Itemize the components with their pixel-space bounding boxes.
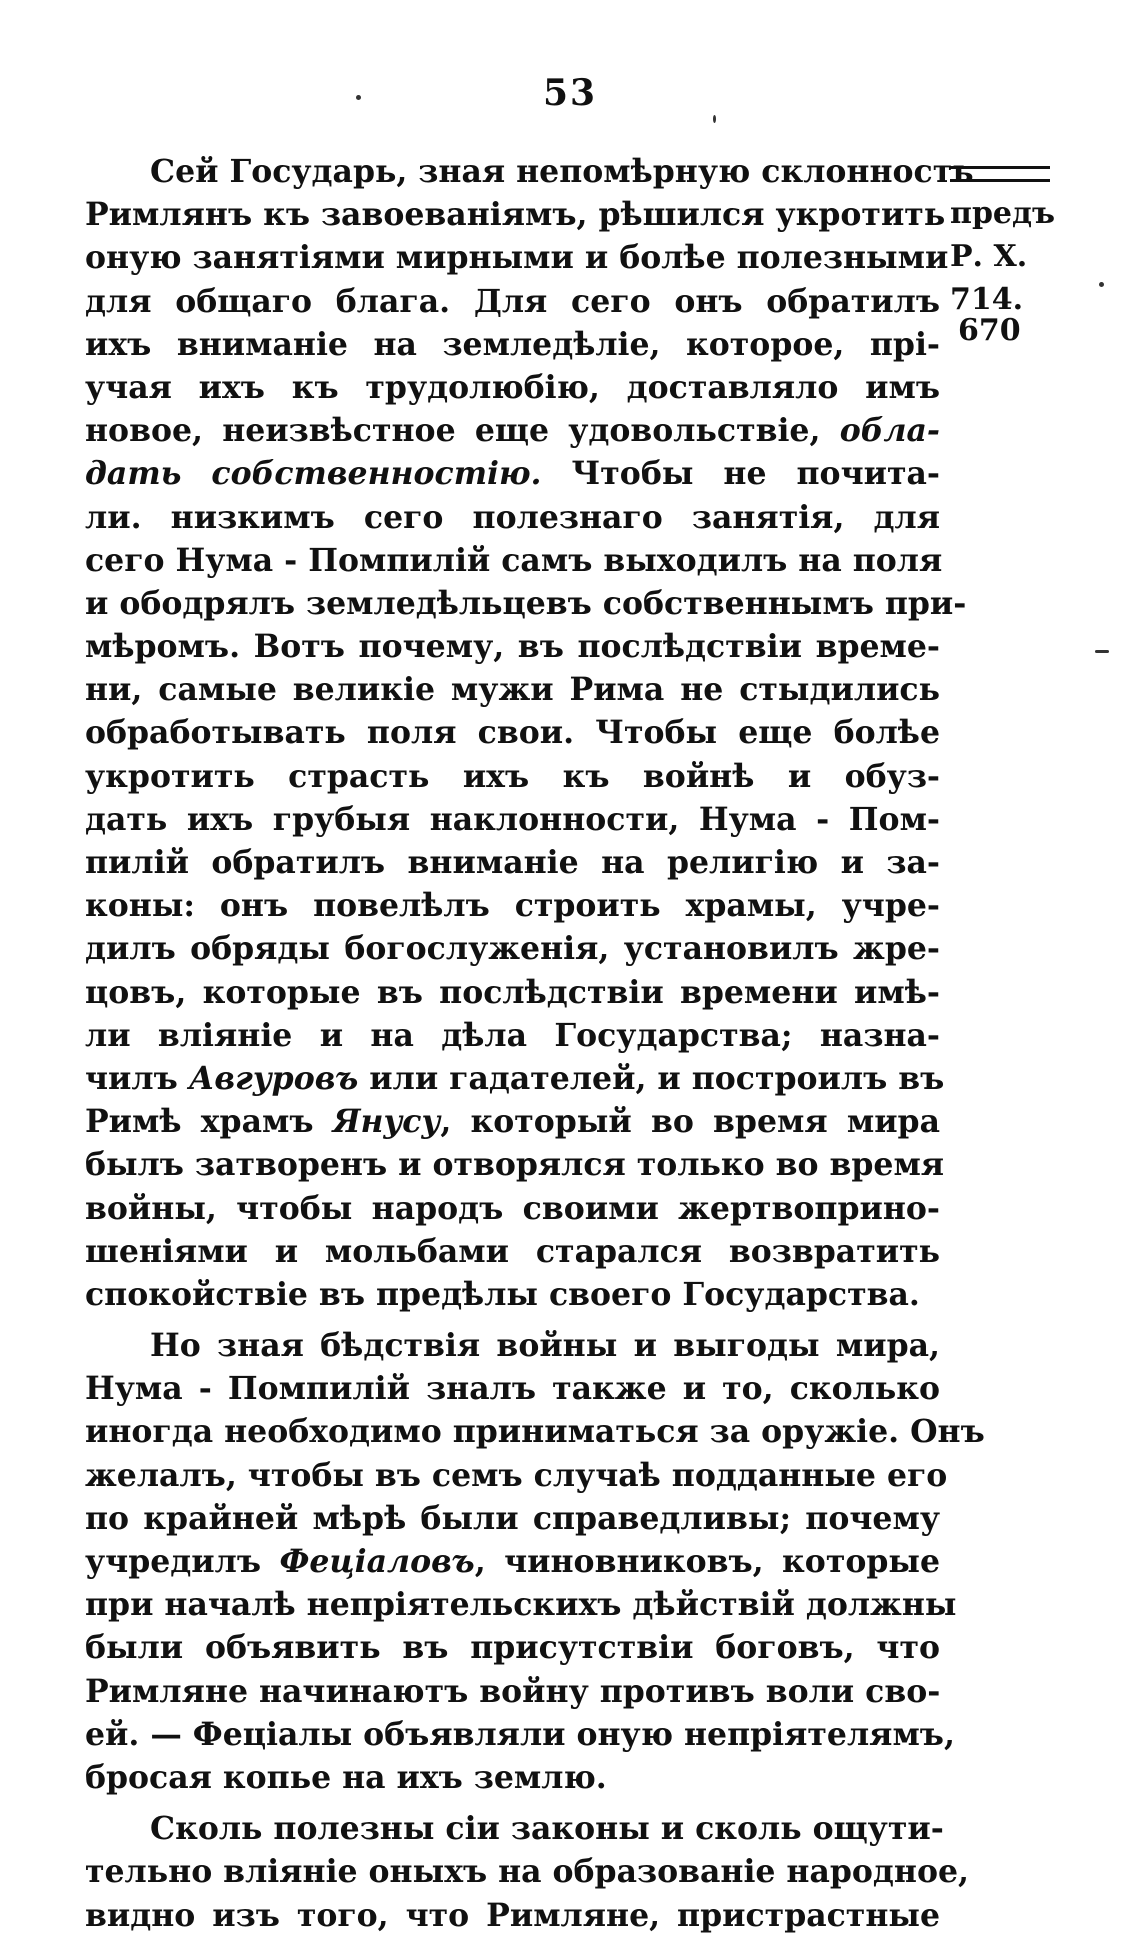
text-line: учая ихъ къ трудолюбію, доставляло имъ <box>85 368 940 406</box>
text-line: Римлянъ къ завоеваніямъ, рѣшился укротить <box>85 196 946 234</box>
scan-speck <box>356 95 361 100</box>
text-line <box>85 1057 945 1100</box>
italic-term: обла- <box>839 412 940 450</box>
text-segment: чилъ <box>85 1059 189 1097</box>
text-line: видно изъ того, что Римляне, пристрастные <box>85 1896 940 1934</box>
text-line: Римляне начинаютъ войну противъ воли сво- <box>85 1672 941 1710</box>
text-line <box>85 409 940 452</box>
text-segment: новое, неизвѣстное еще удовольствіе, <box>85 412 821 450</box>
text-line: войны, чтобы народъ своими жертвоприно- <box>85 1189 940 1227</box>
text-line: ни, самые великіе мужи Рима не стыдились <box>85 671 940 709</box>
scan-speck <box>713 115 716 123</box>
margin-date-note <box>950 150 1060 352</box>
text-line: дилъ обряды богослуженія, установилъ жре- <box>85 930 940 968</box>
text-segment: , чиновниковъ, которые <box>474 1543 940 1580</box>
text-line: ли вліяніе и на дѣла Государства; назна- <box>85 1016 940 1054</box>
text-line: ли. низкимъ сего полезнаго занятія, для <box>85 498 940 536</box>
text-line: коны: онъ повелѣлъ строить храмы, учре- <box>85 887 940 925</box>
text-line: былъ затворенъ и отворялся только во время <box>85 1146 945 1184</box>
page-number: 53 <box>542 72 598 114</box>
text-line: спокойствіе въ предѣлы своего Государства. <box>85 1275 920 1313</box>
text-line: Сей Государь, зная непомѣрную склонность <box>150 153 974 190</box>
text-line: укротить страсть ихъ къ войнѣ и обуз- <box>85 757 940 795</box>
text-line: по крайней мѣрѣ были справедливы; почему <box>85 1499 940 1537</box>
italic-term-janus: Янусу <box>332 1103 441 1141</box>
text-segment: Римѣ храмъ <box>85 1103 333 1141</box>
margin-double-rule <box>950 166 1050 182</box>
text-line: ихъ вниманіе на земледѣліе, которое, прі- <box>85 325 940 363</box>
text-segment: учредилъ <box>85 1543 280 1580</box>
text-segment: , который во время мира <box>440 1103 940 1141</box>
text-line: Но зная бѣдствія войны и выгоды мира, <box>150 1327 940 1365</box>
scan-speck <box>1099 282 1104 287</box>
text-line: были объявить въ присутствіи боговъ, что <box>85 1629 940 1667</box>
text-line: и ободрялъ земледѣльцевъ собственнымъ при- <box>85 584 967 622</box>
text-line: сего Нума - Помпилій самъ выходилъ на поля <box>85 541 943 579</box>
text-line: оную занятіями мирными и болѣе полезными <box>85 239 949 277</box>
text-body <box>85 150 985 1937</box>
text-line: бросая копье на ихъ землю. <box>85 1758 607 1796</box>
text-line <box>85 452 940 495</box>
italic-term-fecials: Феціаловъ <box>279 1543 475 1580</box>
italic-term-augurs: Авгуровъ <box>188 1059 359 1097</box>
text-line: ей. — Феціалы объявляли оную непріятелямъ, <box>85 1715 955 1753</box>
text-line: иногда необходимо приниматься за оружіе. Онъ <box>85 1413 985 1451</box>
text-line: шеніями и мольбами старался возвратить <box>85 1232 940 1270</box>
text-line: при началѣ непріятельскихъ дѣйствій должны <box>85 1586 957 1624</box>
text-line: желалъ, чтобы въ семъ случаѣ подданные его <box>85 1456 948 1494</box>
text-line: цовъ, которые въ послѣдствіи времени имѣ- <box>85 973 940 1011</box>
text-line: мѣромъ. Вотъ почему, въ послѣдствіи време- <box>85 628 940 666</box>
margin-year: 714. <box>950 282 1024 317</box>
scan-speck <box>1095 650 1109 653</box>
text-line: Нума - Помпилій зналъ также и то, сколько <box>85 1370 940 1408</box>
text-line: пилій обратилъ вниманіе на религію и за- <box>85 844 940 881</box>
italic-term: дать собственностію. <box>85 455 542 493</box>
text-line: Сколь полезны сіи законы и сколь ощути- <box>150 1810 944 1848</box>
margin-line: предъ <box>950 196 1056 231</box>
margin-line: Р. Х. <box>950 239 1028 274</box>
text-segment: или гадателей, и построилъ въ <box>358 1059 945 1097</box>
text-segment: Чтобы не почита- <box>541 455 940 493</box>
text-line: дать ихъ грубыя наклонности, Нума - Пом- <box>85 800 940 838</box>
text-line: для общаго блага. Для сего онъ обратилъ <box>85 282 940 320</box>
margin-year: 670 <box>958 313 1021 348</box>
text-line: обработывать поля свои. Чтобы еще болѣе <box>85 714 940 752</box>
text-line <box>85 1540 940 1583</box>
text-line <box>85 1100 940 1143</box>
text-line: тельно вліяніе оныхъ на образованіе народное, <box>85 1853 969 1891</box>
